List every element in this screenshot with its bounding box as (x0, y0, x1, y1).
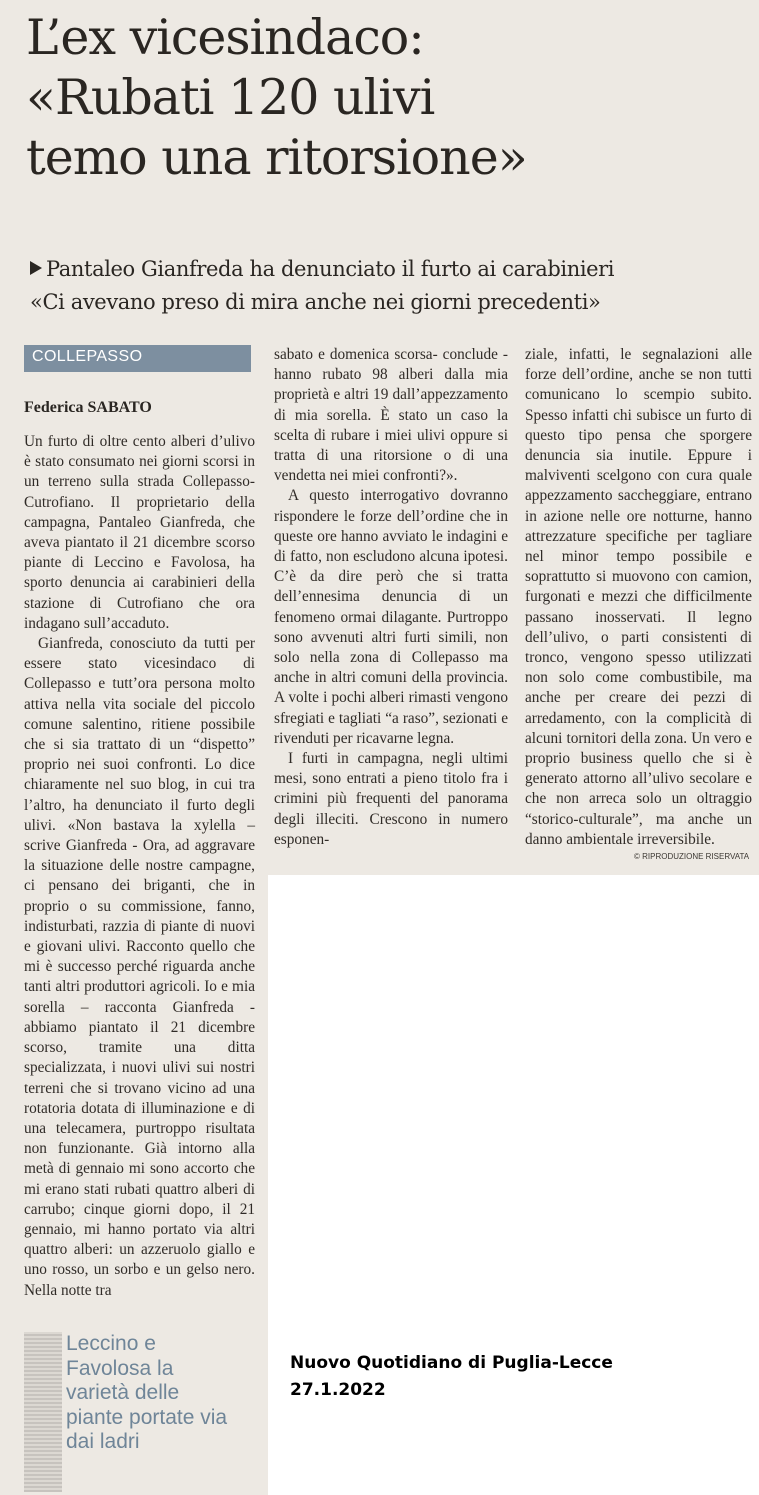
copyright-notice: © RIPRODUZIONE RISERVATA (634, 852, 750, 861)
subheadline (30, 288, 750, 316)
article-column-2 (274, 345, 508, 850)
article-paragraph: I furti in campagna, negli ultimi mesi, sono entrati a pieno titolo fra i crimini più frequenti del panorama degli illeciti. Crescono in numero esponen- (274, 750, 508, 848)
headline (26, 8, 746, 188)
article-paragraph: ziale, infatti, le segnalazioni alle forze dell’ordine, anche se non tutti comunicano lo scempio subito. Spesso infatti chi subisce un furto di questo tipo pensa che sporgere denuncia sia inutile. Eppure i malviventi scelgono con cura quale appezzamento saccheggiare, entrano in azione nelle ore notturne, hanno attrezzature specifiche per tagliare nel minor tempo possibile e soprattutto si muovono con camion, furgonati e mezzi che difficilmente passano inosservati. Il legno dell’ulivo, o parti consistenti di tronco, vengono spesso utilizzati non solo come combustibile, ma anche per creare dei pezzi di arredamento, con la complicità di alcuni tornitori della zona. Un vero e proprio business quello che si è generato attorno all’ulivo secolare e che non arreca solo un oltraggio “storico-culturale”, ma anche un danno ambientale irreversibile. (525, 346, 752, 848)
kicker-label: COLLEPASSO (32, 348, 143, 365)
subheadline (30, 255, 750, 283)
headline-line: «Rubati 120 ulivi (26, 69, 435, 126)
author-byline: Federica SABATO (24, 399, 152, 416)
source-newspaper: Nuovo Quotidiano di Puglia-Lecce (290, 1353, 613, 1373)
article-paragraph: Un furto di oltre cento alberi d’ulivo è stato consumato nei giorni scorsi in un terreno sulla strada Collepasso-Cutrofiano. Il proprietario della campagna, Pantaleo Gianfreda, che aveva piantato il 21 dicembre scorso piante di Leccino e Favolosa, ha sporto denuncia ai carabinieri della stazione di Cutrofiano che ora indagano sull’accaduto. (24, 433, 255, 632)
headline-line: temo una ritorsione» (26, 129, 527, 186)
triangle-bullet-icon (30, 261, 42, 275)
subheadline-line: «Ci avevano preso di mira anche nei giorni precedenti» (30, 290, 601, 314)
article-column-1 (24, 432, 255, 1301)
subheadline-line: Pantaleo Gianfreda ha denunciato il furto ai carabinieri (46, 257, 615, 281)
article-paragraph: A questo interrogativo dovranno rispondere le forze dell’ordine che in queste ore hanno avviato le indagini e di fatto, non escludono alcuna ipotesi. C’è da dire però che si tratta dell’ennesima denuncia di un fenomeno ormai dilagante. Purtroppo sono avvenuti altri furti simili, non solo nella zona di Collepasso ma anche in altri comuni della provincia. A volte i pochi alberi rimasti vengono sfregiati e tagliati “a raso”, sezionati e rivenduti per ricavarne legna. (274, 487, 508, 747)
article-paragraph: sabato e domenica scorsa- conclude - hanno rubato 98 alberi dalla mia proprietà e altri 19 dall’appezzamento di mia sorella. È stato un caso la scelta di rubare i miei ulivi oppure si tratta di una ritorsione o di una vendetta nei miei confronti?». (274, 346, 508, 485)
pull-quote-text: Leccino e Favolosa la varietà delle piante portate via dai ladri (66, 1332, 228, 1453)
article-paragraph: Gianfreda, conosciuto da tutti per essere stato vicesindaco di Collepasso e tutt’ora persona molto attiva nella vita sociale del piccolo comune salentino, ritiene possibile che si sia trattato di un “dispetto” proprio nei suoi confronti. Lo dice chiaramente nel suo blog, in cui tra l’altro, ha denunciato il furto degli ulivi. «Non bastava la xylella – scrive Gianfreda - Ora, ad aggravare la situazione delle nostre campagne, ci pensano dei briganti, che in proprio o su commissione, fanno, indisturbati, razzia di piante di nuovi e giovani ulivi. Racconto quello che mi è successo perché riguarda anche tanti altri produttori agricoli. Io e mia sorella – racconta Gianfreda - abbiamo piantato il 21 dicembre scorso, tramite una ditta specializzata, i nuovi ulivi sui nostri terreni che si trovano vicino ad una rotatoria dotata di illuminazione e di una telecamera, purtroppo risultata non funzionante. Già intorno alla metà di gennaio mi sono accorto che mi erano stati rubati quattro alberi di carrubo; cinque giorni dopo, il 21 gennaio, mi hanno portato via altri quattro alberi: un azzeruolo giallo e uno rosso, un sorbo e un gelso nero. Nella notte tra (24, 635, 255, 1299)
section-kicker (24, 345, 251, 372)
headline-line: L’ex vicesindaco: (26, 9, 424, 66)
source-caption (290, 1350, 613, 1404)
pull-quote (24, 1332, 239, 1492)
pull-quote-bar (24, 1332, 62, 1492)
source-date: 27.1.2022 (290, 1380, 386, 1400)
article-column-3 (525, 345, 752, 850)
